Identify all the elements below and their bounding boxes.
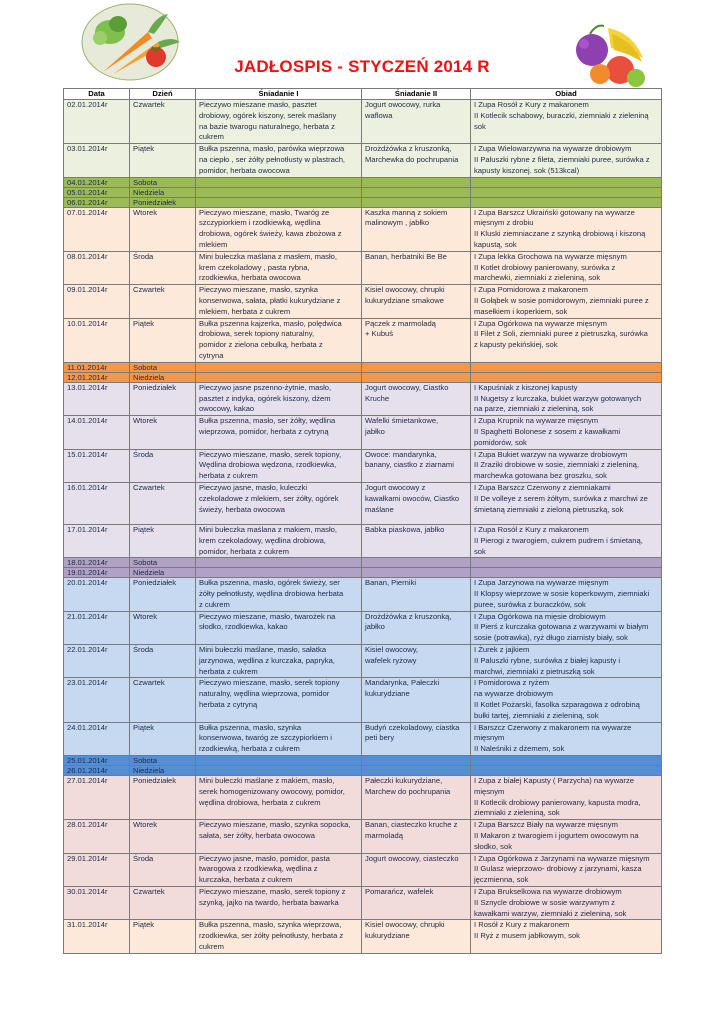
table-row <box>64 920 662 953</box>
breakfast-2-cell <box>362 756 471 766</box>
lunch-cell <box>471 766 662 776</box>
day-cell: Niedziela <box>130 372 196 382</box>
breakfast-1-cell <box>196 177 362 187</box>
breakfast-2-cell: Jogurt owocowy, Ciastko Kruche <box>362 382 471 415</box>
date-cell: 09.01.2014r <box>64 285 130 318</box>
date-cell: 22.01.2014r <box>64 645 130 678</box>
breakfast-1-cell <box>196 197 362 207</box>
table-row <box>64 766 662 776</box>
lunch-cell: I Zupa Pomidorowa z makaronem II Gołąbek w sosie pomidorowym, ziemniaki puree z masełkiem i koperkiem, sok <box>471 285 662 318</box>
table-row <box>64 482 662 524</box>
lunch-cell: I Zupa Jarzynowa na wywarze mięsnym II Klopsy wieprzowe w sosie koperkowym, ziemniaki puree, surówka z buraczków, sok <box>471 578 662 611</box>
table-row <box>64 372 662 382</box>
lunch-cell: I Barszcz Czerwony z makaronem na wywarze mięsnym II Naleśniki z dżemem, sok <box>471 722 662 755</box>
day-cell: Czwartek <box>130 482 196 524</box>
breakfast-1-cell: Pieczywo mieszane, masło, Twaróg ze szczypiorkiem i rzodkiewką, wędlina drobiowa, ogórek świeży, kawa zbożowa z mlekiem <box>196 207 362 251</box>
breakfast-2-cell: Mandarynka, Pałeczki kukurydziane <box>362 678 471 722</box>
date-cell: 24.01.2014r <box>64 722 130 755</box>
lunch-cell: I Zupa Wielowarzywna na wywarze drobiowym II Paluszki rybne z fileta, ziemniaki puree, surówka z kapusty kiszonej. sok (513kcal) <box>471 144 662 177</box>
breakfast-2-cell: Banan, ciasteczko kruche z marmoladą <box>362 820 471 853</box>
day-cell: Sobota <box>130 177 196 187</box>
table-row <box>64 853 662 886</box>
date-cell: 28.01.2014r <box>64 820 130 853</box>
breakfast-2-cell <box>362 362 471 372</box>
date-cell: 23.01.2014r <box>64 678 130 722</box>
breakfast-1-cell: Pieczywo mieszane, masło, serek topiony z szynką, jajko na twardo, herbata bawarka <box>196 887 362 920</box>
lunch-cell <box>471 372 662 382</box>
breakfast-1-cell: Pieczywo mieszane, masło, serek topiony, Wędlina drobiowa wędzona, rzodkiewka, herbata z cukrem <box>196 449 362 482</box>
table-row <box>64 318 662 362</box>
day-cell: Czwartek <box>130 100 196 144</box>
table-row <box>64 251 662 284</box>
day-cell: Poniedziałek <box>130 382 196 415</box>
breakfast-1-cell <box>196 766 362 776</box>
breakfast-1-cell <box>196 362 362 372</box>
table-row <box>64 187 662 197</box>
lunch-cell: I Zupa Barszcz Ukraiński gotowany na wywarze mięsnym z drobiu II Kluski ziemniaczane z szynką drobiową i kiszoną kapustą, sok <box>471 207 662 251</box>
lunch-cell <box>471 187 662 197</box>
date-cell: 03.01.2014r <box>64 144 130 177</box>
breakfast-2-cell <box>362 197 471 207</box>
date-cell: 04.01.2014r <box>64 177 130 187</box>
breakfast-1-cell: Pieczywo mieszane, masło, serek topiony naturalny, wędlina wieprzowa, pomidor herbata z cytryną <box>196 678 362 722</box>
day-cell: Piątek <box>130 524 196 557</box>
date-cell: 29.01.2014r <box>64 853 130 886</box>
header-day: Dzień <box>130 89 196 100</box>
breakfast-1-cell <box>196 558 362 568</box>
breakfast-1-cell <box>196 568 362 578</box>
table-row <box>64 678 662 722</box>
lunch-cell: I Zupa Ogórkowa na wywarze mięsnym II Filet z Soli, ziemniaki puree z pietruszką, surówka z kapusty pekińskiej, sok <box>471 318 662 362</box>
date-cell: 25.01.2014r <box>64 756 130 766</box>
breakfast-2-cell: Kisiel owocowy, chrupki kukurydziane <box>362 920 471 953</box>
breakfast-2-cell: Jogurt owocowy, rurka waflowa <box>362 100 471 144</box>
day-cell: Czwartek <box>130 285 196 318</box>
lunch-cell: I Zupa Bukiet warzyw na wywarze drobiowym II Zraziki drobiowe w sosie, ziemniaki z zieleniną, marchewka gotowana bez groszku, sok <box>471 449 662 482</box>
breakfast-1-cell: Bułka pszenna, masło, szynka konserwowa, twaróg ze szczypiorkiem i rzodkiewką, herbata z cukrem <box>196 722 362 755</box>
lunch-cell: I Zupa Krupnik na wywarze mięsnym II Spaghetti Bolonese z sosem z kawałkami pomidorów, sok <box>471 416 662 449</box>
day-cell: Środa <box>130 853 196 886</box>
breakfast-1-cell: Pieczywo mieszane masło, pasztet drobiowy, ogórek kiszony, serek maślany na bazie twarogu naturalnego, herbata z cukrem <box>196 100 362 144</box>
header-lunch: Obiad <box>471 89 662 100</box>
breakfast-2-cell: Pomarańcz, wafelek <box>362 887 471 920</box>
day-cell: Poniedziałek <box>130 197 196 207</box>
date-cell: 11.01.2014r <box>64 362 130 372</box>
date-cell: 19.01.2014r <box>64 568 130 578</box>
table-row <box>64 722 662 755</box>
page-title: JADŁOSPIS - STYCZEŃ 2014 R <box>234 57 490 76</box>
breakfast-2-cell: Jogurt owocowy z kawałkami owoców, Ciastko maślane <box>362 482 471 524</box>
day-cell: Czwartek <box>130 887 196 920</box>
header-row <box>64 89 662 100</box>
table-row <box>64 776 662 820</box>
lunch-cell <box>471 756 662 766</box>
breakfast-2-cell: Kisiel owocowy, chrupki kukurydziane smakowe <box>362 285 471 318</box>
lunch-cell: I Kapuśniak z kiszonej kapusty II Nugetsy z kurczaka, bukiet warzyw gotowanych na parze, ziemniaki z zieleniną, sok <box>471 382 662 415</box>
breakfast-1-cell: Pieczywo jasne pszenno-żytnie, masło, pasztet z indyka, ogórek kiszony, dżem owocowy, kakao <box>196 382 362 415</box>
date-cell: 07.01.2014r <box>64 207 130 251</box>
table-row <box>64 285 662 318</box>
header-date: Data <box>64 89 130 100</box>
date-cell: 05.01.2014r <box>64 187 130 197</box>
lunch-cell: I Pomidorowa z ryżem na wywarze drobiowym II Kotlet Pożarski, fasolka szparagowa z odrobiną bułki tartej, ziemniaki z zieleniną, sok <box>471 678 662 722</box>
day-cell: Piątek <box>130 318 196 362</box>
day-cell: Środa <box>130 645 196 678</box>
breakfast-1-cell <box>196 756 362 766</box>
date-cell: 17.01.2014r <box>64 524 130 557</box>
breakfast-2-cell: Drożdżówka z kruszonką, jabłko <box>362 611 471 644</box>
breakfast-1-cell: Bułka pszenna, masło, szynka wieprzowa, rzodkiewka, ser żółty pełnotłusty, herbata z cukrem <box>196 920 362 953</box>
day-cell: Piątek <box>130 144 196 177</box>
lunch-cell: I Rosół z Kury z makaronem II Ryż z musem jabłkowym, sok <box>471 920 662 953</box>
day-cell: Poniedziałek <box>130 578 196 611</box>
date-cell: 08.01.2014r <box>64 251 130 284</box>
date-cell: 14.01.2014r <box>64 416 130 449</box>
breakfast-1-cell: Pieczywo mieszane, masło, szynka konserwowa, sałata, płatki kukurydziane z mlekiem, herbata z cukrem <box>196 285 362 318</box>
table-row <box>64 177 662 187</box>
breakfast-1-cell: Mini bułeczka maślana z masłem, masło, krem czekoladowy , pasta rybna, rzodkiewka, herbata owocowa <box>196 251 362 284</box>
table-row <box>64 449 662 482</box>
date-cell: 26.01.2014r <box>64 766 130 776</box>
breakfast-1-cell: Mini bułeczka maślana z makiem, masło, krem czekoladowy, wędlina drobiowa, pomidor, herbata z cukrem <box>196 524 362 557</box>
lunch-cell <box>471 362 662 372</box>
table-row <box>64 887 662 920</box>
breakfast-1-cell: Bułka pszenna, masło, ser żółty, wędlina wieprzowa, pomidor, herbata z cytryną <box>196 416 362 449</box>
table-row <box>64 558 662 568</box>
date-cell: 10.01.2014r <box>64 318 130 362</box>
header-breakfast-1: Śniadanie I <box>196 89 362 100</box>
breakfast-1-cell: Pieczywo mieszane, masło, szynka sopocka, sałata, ser żółty, herbata owocowa <box>196 820 362 853</box>
lunch-cell: I Zupa Brukselkowa na wywarze drobiowym II Sznycle drobiowe w sosie warzywnym z kawałkami warzyw, ziemniaki z zieleniną, sok <box>471 887 662 920</box>
table-row <box>64 416 662 449</box>
lunch-cell: I Zupa Ogórkowa z Jarzynami na wywarze mięsnym II Gulasz wieprzowo- drobiowy z jarzynami, kasza jęczmienna, sok <box>471 853 662 886</box>
breakfast-2-cell: Wafelki śmietankowe, jabłko <box>362 416 471 449</box>
day-cell: Niedziela <box>130 568 196 578</box>
table-row <box>64 362 662 372</box>
date-cell: 30.01.2014r <box>64 887 130 920</box>
header-breakfast-2: Śniadanie II <box>362 89 471 100</box>
breakfast-2-cell: Babka piaskowa, jabłko <box>362 524 471 557</box>
table-row <box>64 578 662 611</box>
lunch-cell <box>471 197 662 207</box>
breakfast-2-cell: Pączek z marmoladą + Kubuś <box>362 318 471 362</box>
table-row <box>64 144 662 177</box>
table-row <box>64 645 662 678</box>
day-cell: Sobota <box>130 558 196 568</box>
date-cell: 18.01.2014r <box>64 558 130 568</box>
breakfast-1-cell: Bułka pszenna, masło, parówka wieprzowa na ciepło , ser żółty pełnotłusty w plastrach, pomidor, herbata owocowa <box>196 144 362 177</box>
day-cell: Sobota <box>130 362 196 372</box>
breakfast-2-cell <box>362 568 471 578</box>
date-cell: 12.01.2014r <box>64 372 130 382</box>
table-row <box>64 820 662 853</box>
breakfast-1-cell: Bułka pszenna kajzerka, masło, polędwica drobiowa, serek topiony naturalny, pomidor z zielona cebulką, herbata z cytryna <box>196 318 362 362</box>
breakfast-2-cell <box>362 766 471 776</box>
lunch-cell: I Zupa Rosół z Kury z makaronem II Pierogi z twarogiem, cukrem pudrem i śmietaną, sok <box>471 524 662 557</box>
breakfast-1-cell <box>196 187 362 197</box>
day-cell: Wtorek <box>130 611 196 644</box>
lunch-cell: I Zupa Barszcz Czerwony z ziemniakami II De volleye z serem żółtym, surówka z marchwi ze śmietaną ziemniaki z zieloną pietruszką, sok <box>471 482 662 524</box>
day-cell: Poniedziałek <box>130 776 196 820</box>
date-cell: 15.01.2014r <box>64 449 130 482</box>
date-cell: 02.01.2014r <box>64 100 130 144</box>
day-cell: Piątek <box>130 920 196 953</box>
breakfast-2-cell: Jogurt owocowy, ciasteczko <box>362 853 471 886</box>
day-cell: Wtorek <box>130 416 196 449</box>
breakfast-1-cell: Pieczywo jasne, masło, pomidor, pasta twarogowa z rzodkiewką, wędlina z kurczaka, herbata z cukrem <box>196 853 362 886</box>
breakfast-2-cell <box>362 372 471 382</box>
breakfast-2-cell: Kaszka manną z sokiem malinowym , jabłko <box>362 207 471 251</box>
breakfast-1-cell: Mini bułeczki maślane, masło, sałatka jarzynowa, wędlina z kurczaka, papryka, herbata z cukrem <box>196 645 362 678</box>
breakfast-1-cell: Pieczywo mieszane, masło, twarożek na słodko, rzodkiewka, kakao <box>196 611 362 644</box>
table-row <box>64 382 662 415</box>
breakfast-1-cell: Pieczywo jasne, masło, kuleczki czekoladowe z mlekiem, ser żółty, ogórek świeży, herbata owocowa <box>196 482 362 524</box>
lunch-cell <box>471 568 662 578</box>
breakfast-2-cell: Budyń czekoladowy, ciastka peti bery <box>362 722 471 755</box>
menu-table <box>63 88 662 954</box>
day-cell: Wtorek <box>130 207 196 251</box>
table-row <box>64 100 662 144</box>
breakfast-2-cell: Pałeczki kukurydziane, Marchew do pochrupania <box>362 776 471 820</box>
lunch-cell <box>471 177 662 187</box>
day-cell: Niedziela <box>130 766 196 776</box>
table-row <box>64 207 662 251</box>
date-cell: 16.01.2014r <box>64 482 130 524</box>
lunch-cell: I Zupa Barszcz Biały na wywarze mięsnym II Makaron z twarogiem i jogurtem owocowym na słodko, sok <box>471 820 662 853</box>
lunch-cell: I Zupa lekka Grochowa na wywarze mięsnym II Kotlet drobiowy panierowany, surówka z marchewki, ziemniaki z zieleniną, sok <box>471 251 662 284</box>
breakfast-2-cell: Banan, Pierniki <box>362 578 471 611</box>
lunch-cell <box>471 558 662 568</box>
date-cell: 31.01.2014r <box>64 920 130 953</box>
day-cell: Wtorek <box>130 820 196 853</box>
breakfast-2-cell <box>362 177 471 187</box>
date-cell: 13.01.2014r <box>64 382 130 415</box>
lunch-cell: I Zupa Ogórkowa na mięsie drobiowym II Pierś z kurczaka gotowana z warzywami w białym sosie (potrawka), ryż długo ziarnisty biały, sok <box>471 611 662 644</box>
day-cell: Niedziela <box>130 187 196 197</box>
day-cell: Środa <box>130 449 196 482</box>
breakfast-2-cell: Kisiel owocowy, wafelek ryżowy <box>362 645 471 678</box>
menu-body <box>64 100 662 954</box>
breakfast-2-cell <box>362 187 471 197</box>
breakfast-1-cell: Mini bułeczki maślane z makiem, masło, serek homogenizowany owocowy, pomidor, wędlina drobiowa, herbata z cukrem <box>196 776 362 820</box>
table-row <box>64 197 662 207</box>
breakfast-2-cell: Banan, herbatniki Be Be <box>362 251 471 284</box>
lunch-cell: I Zupa Rosół z Kury z makaronem II Kotlecik schabowy, buraczki, ziemniaki z zieleniną sok <box>471 100 662 144</box>
date-cell: 27.01.2014r <box>64 776 130 820</box>
table-row <box>64 611 662 644</box>
day-cell: Sobota <box>130 756 196 766</box>
date-cell: 20.01.2014r <box>64 578 130 611</box>
table-row <box>64 524 662 557</box>
breakfast-2-cell <box>362 558 471 568</box>
day-cell: Czwartek <box>130 678 196 722</box>
table-row <box>64 756 662 766</box>
date-cell: 21.01.2014r <box>64 611 130 644</box>
day-cell: Środa <box>130 251 196 284</box>
table-row <box>64 568 662 578</box>
breakfast-1-cell <box>196 372 362 382</box>
lunch-cell: I Zupa z białej Kapusty ( Parzycha) na wywarze mięsnym II Kotlecik drobiowy panierowany, kapusta modra, ziemniaki z zieleniną, sok <box>471 776 662 820</box>
day-cell: Piątek <box>130 722 196 755</box>
breakfast-2-cell: Drożdżówka z kruszonką, Marchewka do pochrupania <box>362 144 471 177</box>
date-cell: 06.01.2014r <box>64 197 130 207</box>
breakfast-1-cell: Bułka pszenna, masło, ogórek świeży, ser żółty pełnotłusty, wędlina drobiowa herbata z cukrem <box>196 578 362 611</box>
lunch-cell: I Żurek z jajkiem II Paluszki rybne, surówka z białej kapusty i marchwi, ziemniaki z pietruszką sok <box>471 645 662 678</box>
breakfast-2-cell: Owoce: mandarynka, banany, ciastko z ziarnami <box>362 449 471 482</box>
